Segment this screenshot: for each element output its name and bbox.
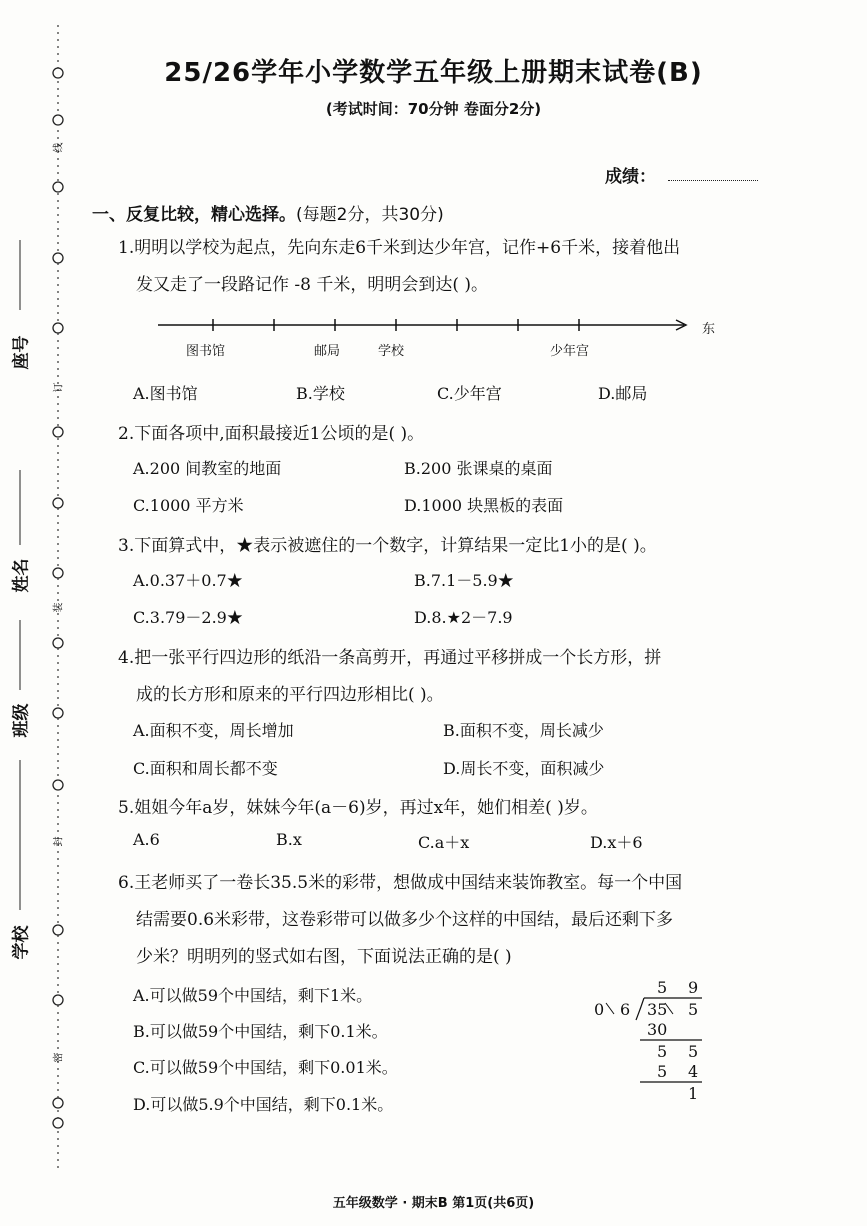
q5-option-b[interactable]: B.x	[276, 830, 302, 849]
margin-char-mi: 密	[53, 1052, 65, 1063]
exam-title: 25/26学年小学数学五年级上册期末试卷(B)	[164, 58, 703, 88]
q6-option-d[interactable]: D.可以做5.9个中国结，剩下0.1米。	[133, 1095, 394, 1114]
q1-option-b[interactable]: B.学校	[296, 384, 345, 403]
q2-option-a[interactable]: A.200 间教室的地面	[133, 459, 282, 478]
q5-option-c[interactable]: C.a＋x	[418, 833, 470, 852]
number-line-direction-east: 东	[702, 322, 716, 337]
q2-option-d[interactable]: D.1000 块黑板的表面	[404, 496, 564, 515]
divisor-part-2: 6	[620, 1000, 631, 1019]
margin-char-feng: 封	[53, 836, 65, 847]
q6-line-1: 6.王老师买了一卷长35.5米的彩带，想做成中国结来装饰教室。每一个中国	[118, 873, 683, 893]
q6-option-c[interactable]: C.可以做59个中国结，剩下0.01米。	[133, 1058, 398, 1077]
q3-option-b[interactable]: B.7.1－5.9★	[414, 571, 514, 590]
q6-line-3: 少米？明明列的竖式如右图，下面说法正确的是( )	[136, 947, 512, 967]
quotient-digit-2: 9	[688, 978, 699, 997]
q4-line-1: 4.把一张平行四边形的纸沿一条高剪开，再通过平移拼成一个长方形，拼	[118, 648, 662, 668]
margin-char-line: 线	[53, 142, 65, 153]
q2-line-1: 2.下面各项中,面积最接近1公顷的是( )。	[118, 424, 425, 444]
q1-option-d[interactable]: D.邮局	[598, 384, 648, 403]
q4-option-c[interactable]: C.面积和周长都不变	[133, 759, 278, 778]
margin-char-zhuang: 装	[53, 602, 65, 613]
q6-option-b[interactable]: B.可以做59个中国结，剩下0.1米。	[133, 1022, 388, 1041]
quotient-digit-1: 5	[657, 978, 668, 997]
q5-option-a[interactable]: A.6	[133, 830, 160, 849]
q4-option-b[interactable]: B.面积不变，周长减少	[443, 721, 604, 740]
division-step-3a: 5	[657, 1062, 668, 1081]
division-step-1: 30	[647, 1020, 668, 1039]
q6-line-2: 结需要0.6米彩带，这卷彩带可以做多少个这样的中国结，最后还剩下多	[136, 910, 674, 930]
q1-line-1: 1.明明以学校为起点，先向东走6千米到达少年宫，记作+6千米，接着他出	[118, 238, 681, 258]
q4-option-a[interactable]: A.面积不变，周长增加	[133, 721, 294, 740]
margin-school-label: 学校	[11, 925, 32, 960]
number-line-label-post-office: 邮局	[314, 344, 341, 359]
dividend-part-1: 35	[647, 1000, 668, 1019]
exam-subtitle: (考试时间：70分钟 卷面分2分)	[325, 100, 542, 118]
q3-line-1: 3.下面算式中，★表示被遮住的一个数字，计算结果一定比1小的是( )。	[118, 536, 657, 556]
q3-option-a[interactable]: A.0.37＋0.7★	[133, 571, 243, 590]
margin-name-label: 姓名	[11, 558, 32, 593]
number-line-label-school: 学校	[378, 344, 405, 359]
margin-char-ding: 订	[53, 382, 65, 393]
division-step-2a: 5	[657, 1042, 668, 1061]
divisor-part-1: 0	[594, 1000, 605, 1019]
number-line-label-library: 图书馆	[186, 344, 226, 359]
dividend-part-2: 5	[688, 1000, 699, 1019]
q6-option-a[interactable]: A.可以做59个中国结，剩下1米。	[133, 986, 373, 1005]
division-remainder: 1	[688, 1084, 699, 1103]
margin-class-label: 班级	[11, 703, 32, 738]
division-step-3b: 4	[688, 1062, 699, 1081]
q5-line-1: 5.姐姐今年a岁，妹妹今年(a－6)岁，再过x年，她们相差( )岁。	[118, 798, 598, 818]
q1-line-2: 发又走了一段路记作 -8 千米，明明会到达( )。	[136, 275, 489, 295]
number-line-label-youth-palace: 少年宫	[550, 344, 590, 359]
q2-option-c[interactable]: C.1000 平方米	[133, 496, 244, 515]
q2-option-b[interactable]: B.200 张课桌的桌面	[404, 459, 553, 478]
q3-option-d[interactable]: D.8.★2－7.9	[414, 608, 513, 627]
q5-option-d[interactable]: D.x＋6	[590, 833, 643, 852]
q4-option-d[interactable]: D.周长不变，面积减少	[443, 759, 605, 778]
margin-seat-label: 座号	[11, 335, 32, 370]
division-step-2b: 5	[688, 1042, 699, 1061]
section-1-title: 一、反复比较，精心选择。	[92, 205, 296, 225]
q1-option-a[interactable]: A.图书馆	[133, 384, 198, 403]
score-label: 成绩：	[605, 167, 656, 187]
page-footer: 五年级数学 · 期末B 第1页(共6页)	[332, 1196, 535, 1211]
section-1-note: (每题2分，共30分)	[296, 205, 444, 225]
q1-option-c[interactable]: C.少年宫	[437, 384, 502, 403]
q3-option-c[interactable]: C.3.79－2.9★	[133, 608, 243, 627]
q4-line-2: 成的长方形和原来的平行四边形相比( )。	[136, 685, 444, 705]
